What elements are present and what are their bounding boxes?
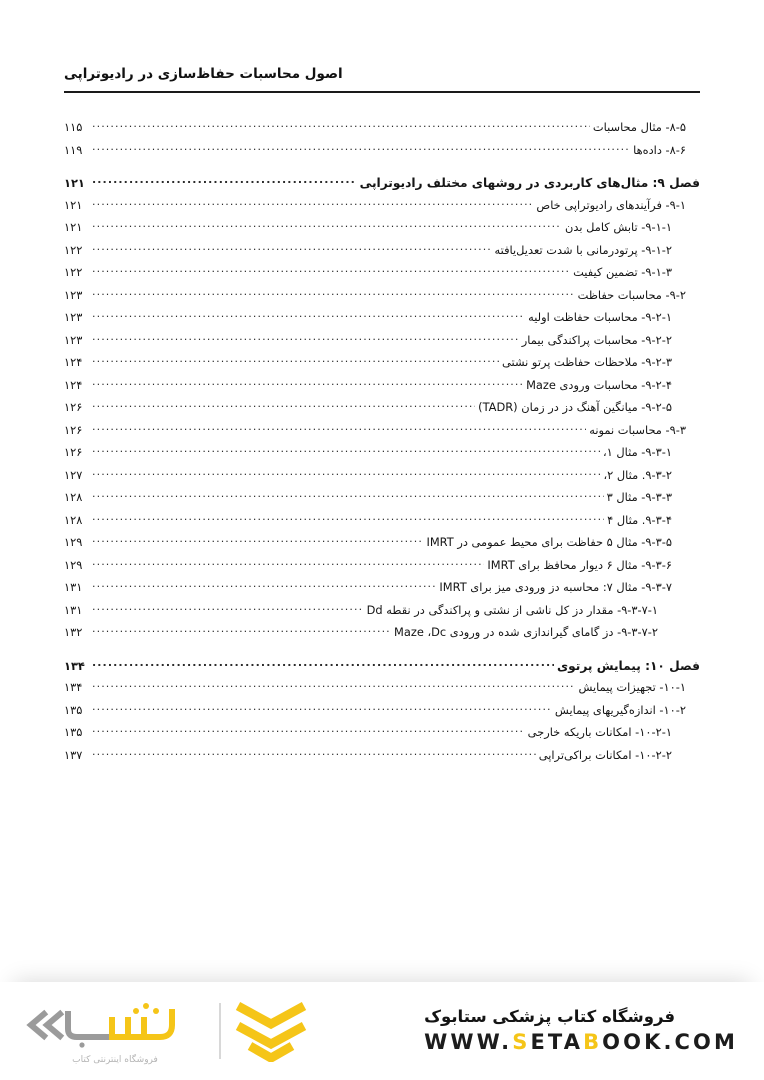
toc-page-number: ۱۲۲ xyxy=(64,242,83,257)
toc-leader-dots xyxy=(92,423,586,434)
toc-page-number: ۱۲۶ xyxy=(64,422,83,437)
toc-page-number: ۱۲۴ xyxy=(64,355,83,370)
toc-page-number: ۱۳۵ xyxy=(64,702,83,717)
toc-entry-row[interactable] xyxy=(64,725,700,748)
toc-entry-row[interactable] xyxy=(64,378,700,401)
toc-entry-label: ۹-۳-۴. مثال ۴ xyxy=(607,512,672,527)
toc-entry-row[interactable] xyxy=(64,198,700,221)
toc-entry-label: ۹-۳- محاسبات نمونه xyxy=(589,422,686,437)
toc-entry-row[interactable] xyxy=(64,220,700,243)
toc-entry-row[interactable] xyxy=(64,400,700,423)
header-divider xyxy=(64,91,700,93)
toc-entry-row[interactable] xyxy=(64,243,700,266)
toc-leader-dots xyxy=(92,580,436,591)
toc-entry-label: ۸-۵- مثال محاسبات xyxy=(592,120,686,135)
toc-entry-row[interactable] xyxy=(64,355,700,378)
toc-page-number: ۱۱۵ xyxy=(64,120,83,135)
toc-leader-dots xyxy=(92,288,575,299)
url-letters-eta: ETA xyxy=(530,1029,584,1054)
toc-entry-row[interactable] xyxy=(64,603,700,626)
toc-entry-row[interactable] xyxy=(64,310,700,333)
toc-leader-dots xyxy=(92,310,525,321)
setabook-logo xyxy=(24,998,308,1065)
toc-page-number: ۱۳۵ xyxy=(64,725,83,740)
toc-entry-label: ۹-۲-۴- محاسبات ورودی Maze xyxy=(526,377,672,392)
toc-leader-dots xyxy=(92,378,523,389)
toc-entry-label: ۹-۲-۱- محاسبات حفاظت اولیه xyxy=(528,310,672,325)
toc-page-number: ۱۲۷ xyxy=(64,467,83,482)
toc-page-number: ۱۲۹ xyxy=(64,557,83,572)
toc-page-number: ۱۲۳ xyxy=(64,310,83,325)
toc-leader-dots xyxy=(92,703,552,714)
toc-page-number: ۱۲۶ xyxy=(64,400,83,415)
toc-entry-label: ۹-۱-۱- تابش کامل بدن xyxy=(564,220,672,235)
url-suffix: OOK.COM xyxy=(602,1029,738,1054)
toc-leader-dots xyxy=(92,680,575,691)
toc-entry-label: فصل ۱۰: پیمایش پرتوی xyxy=(556,658,700,673)
toc-entry-label: ۹-۳-۷- مثال ۷: محاسبه دز ورودی میز برای IMRT xyxy=(439,580,672,595)
toc-page-number: ۱۱۹ xyxy=(64,142,83,157)
toc-leader-dots xyxy=(92,490,604,501)
toc-entry-label: ۹-۳-۷-۱- مقدار دز کل ناشی از نشتی و پراکندگی در نقطه Dd xyxy=(366,602,658,617)
toc-page-number: ۱۲۲ xyxy=(64,265,83,280)
toc-entry-row[interactable] xyxy=(64,748,700,771)
url-letter-s: S xyxy=(512,1029,531,1054)
toc-leader-dots xyxy=(92,748,536,759)
footer-brand-band xyxy=(0,982,764,1080)
toc-chapter-row[interactable] xyxy=(64,658,700,681)
toc-leader-dots xyxy=(92,143,630,154)
brand-text-block xyxy=(414,1008,738,1054)
url-letter-b: B xyxy=(583,1029,603,1054)
toc-entry-row[interactable] xyxy=(64,468,700,491)
toc-page-number: ۱۳۷ xyxy=(64,747,83,762)
logo-divider xyxy=(219,1003,221,1059)
toc-entry-row[interactable] xyxy=(64,490,700,513)
toc-entry-label: ۹-۳-۵- مثال ۵ حفاظت برای محیط عمومی در IMRT xyxy=(426,535,672,550)
toc-page-number: ۱۲۴ xyxy=(64,377,83,392)
toc-entry-label: ۹-۳-۲. مثال ۲، xyxy=(603,467,672,482)
toc-entry-label: ۹-۱-۲- پرتودرمانی با شدت تعدیل‌یافته xyxy=(494,242,672,257)
chevron-stack-icon xyxy=(234,1000,308,1062)
toc-leader-dots xyxy=(92,725,525,736)
toc-entry-label: ۹-۱- فرآیندهای رادیوتراپی خاص xyxy=(536,197,686,212)
brand-title-fa: فروشگاه کتاب پزشکی ستابوک xyxy=(424,1006,676,1026)
brand-website-url[interactable] xyxy=(424,1031,738,1054)
toc-page-number: ۱۳۱ xyxy=(64,580,83,595)
toc-entry-label: ۹-۲-۳- ملاحظات حفاظت پرتو نشتی xyxy=(502,355,672,370)
toc-entry-row[interactable] xyxy=(64,445,700,468)
toc-page-number: ۱۳۲ xyxy=(64,625,83,640)
toc-entry-label: ۹-۳-۷-۲- دز گامای گیراندازی شده در ورودی Maze ،Dc xyxy=(394,625,658,640)
toc-leader-dots xyxy=(92,198,533,209)
header-title: اصول محاسبات حفاظ‌سازی در رادیوتراپی xyxy=(64,66,343,82)
toc-entry-row[interactable] xyxy=(64,535,700,558)
toc-page-number: ۱۲۱ xyxy=(64,220,83,235)
toc-leader-dots xyxy=(92,603,364,614)
toc-entry-row[interactable] xyxy=(64,703,700,726)
toc-leader-dots xyxy=(92,400,475,411)
toc-entry-row[interactable] xyxy=(64,120,700,143)
toc-leader-dots xyxy=(92,513,604,524)
toc-leader-dots xyxy=(92,558,484,569)
logo-wordmark-group xyxy=(24,998,206,1065)
toc-entry-label: ۱۰-۲-۲- امکانات براکی‌تراپی xyxy=(538,747,672,762)
toc-entry-label: ۸-۶- داده‌ها xyxy=(633,142,686,157)
toc-entry-row[interactable] xyxy=(64,513,700,536)
toc-entry-row[interactable] xyxy=(64,288,700,311)
toc-entry-row[interactable] xyxy=(64,580,700,603)
toc-page-number: ۱۳۴ xyxy=(64,680,83,695)
toc-entry-label: ۱۰-۱- تجهیزات پیمایش xyxy=(578,680,686,695)
toc-leader-dots xyxy=(92,333,519,344)
toc-leader-dots xyxy=(92,468,600,479)
toc-entry-row[interactable] xyxy=(64,625,700,648)
toc-page-number: ۱۲۹ xyxy=(64,535,83,550)
toc-entry-label: ۹-۲- محاسبات حفاظت xyxy=(577,287,686,302)
toc-page-number: ۱۲۸ xyxy=(64,512,83,527)
toc-page-number: ۱۲۸ xyxy=(64,490,83,505)
toc-leader-dots xyxy=(92,243,492,254)
toc-leader-dots xyxy=(92,220,562,231)
toc-entry-row[interactable] xyxy=(64,333,700,356)
toc-leader-dots xyxy=(92,265,570,276)
toc-entry-label: ۹-۲-۲- محاسبات پراکندگی بیمار xyxy=(521,332,672,347)
toc-entry-row[interactable] xyxy=(64,265,700,288)
toc-leader-dots xyxy=(92,175,357,187)
toc-entry-row[interactable] xyxy=(64,680,700,703)
toc-entry-row[interactable] xyxy=(64,143,700,166)
toc-leader-dots xyxy=(92,120,590,131)
toc-entry-label: ۹-۲-۵- میانگین آهنگ دز در زمان (TADR) xyxy=(478,400,672,415)
toc-entry-label: ۹-۳-۱- مثال ۱، xyxy=(602,445,672,460)
logo-tagline: فروشگاه اینترنتی کتاب xyxy=(72,1054,158,1065)
url-prefix: WWW. xyxy=(424,1029,513,1054)
toc-page-number: ۱۳۱ xyxy=(64,602,83,617)
toc-entry-label: ۹-۳-۶- مثال ۶ دیوار محافظ برای IMRT xyxy=(487,557,672,572)
toc-entry-label: ۱۰-۲- اندازه‌گیریهای پیمایش xyxy=(554,702,686,717)
toc-page-number: ۱۲۳ xyxy=(64,287,83,302)
toc-page-number: ۱۲۶ xyxy=(64,445,83,460)
toc-leader-dots xyxy=(92,355,499,366)
toc-leader-dots xyxy=(92,535,423,546)
running-header xyxy=(64,66,700,101)
toc-leader-dots xyxy=(92,445,600,456)
toc-entry-label: ۱۰-۲-۱- امکانات باریکه خارجی xyxy=(527,725,672,740)
toc-entry-row[interactable] xyxy=(64,558,700,581)
table-of-contents xyxy=(64,120,700,770)
toc-entry-row[interactable] xyxy=(64,423,700,446)
toc-page-number: ۱۲۱ xyxy=(64,176,85,191)
toc-chapter-row[interactable] xyxy=(64,175,700,198)
toc-page-number: ۱۲۳ xyxy=(64,332,83,347)
logo-wordmark-icon xyxy=(24,998,206,1053)
toc-entry-label: ۹-۱-۳- تضمین کیفیت xyxy=(573,265,672,280)
toc-leader-dots xyxy=(92,658,554,670)
toc-page-number: ۱۳۴ xyxy=(64,658,85,673)
toc-page-number: ۱۲۱ xyxy=(64,197,83,212)
toc-entry-label: فصل ۹: مثال‌های کاربردی در روشهای مختلف رادیوتراپی xyxy=(359,176,700,191)
toc-entry-label: ۹-۳-۳- مثال ۳ xyxy=(606,490,672,505)
toc-leader-dots xyxy=(92,625,391,636)
